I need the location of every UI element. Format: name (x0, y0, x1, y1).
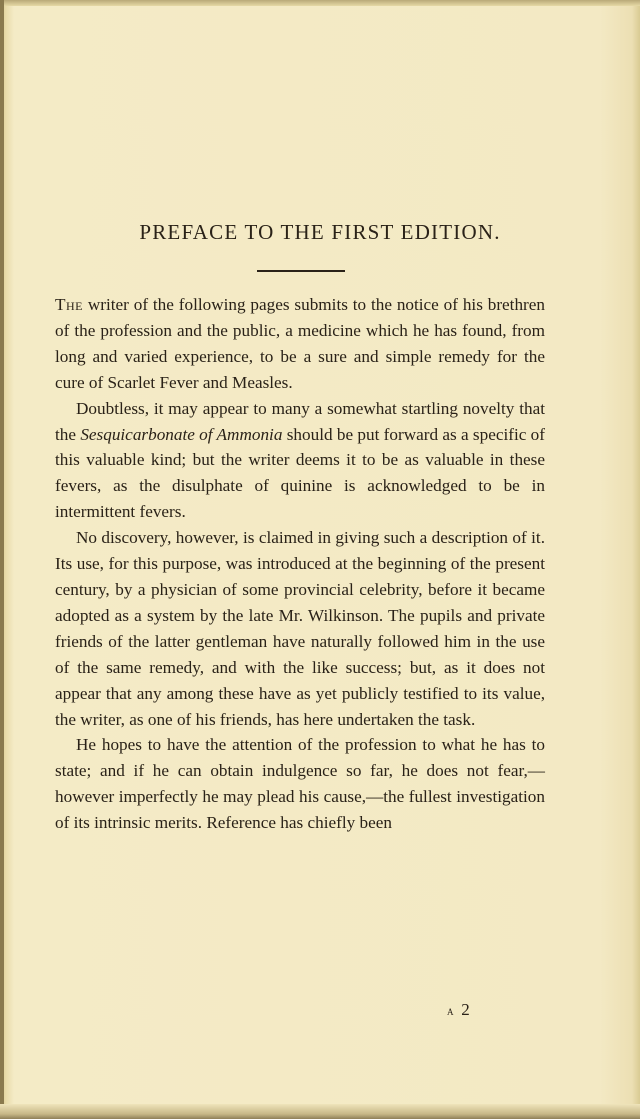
paragraph-4: He hopes to have the attention of the profession to what he has to state; and if he can obtain indulgence so far, he does not fear,—however imperfectly he may plead his cause,—the fullest investigation of its intrinsic merits. Reference has chiefly been (55, 735, 545, 833)
page-top-edge (0, 0, 640, 6)
page-heading: PREFACE TO THE FIRST EDITION. (139, 220, 501, 244)
body-text (55, 292, 545, 836)
paragraph-3: No discovery, however, is claimed in giving such a description of it. Its use, for this purpose, was introduced at the beginning of the present century, by a physician of some provincial celebrity, before it became adopted as a system by the late Mr. Wilkinson. The pupils and private friends of the latter gentleman have naturally followed him in the use of the same remedy, and with the like success; but, as it does not appear that any among these have as yet publicly testified to its value, the writer, as one of his friends, has here undertaken the task. (55, 528, 545, 729)
paragraph-2-text-after: should be put forward as a specific of this valuable kind; but the writer deems it to be as valuable in these fevers, as the disulphate of quinine is acknowledged to be in intermittent fevers. (55, 424, 545, 522)
lead-word: The (55, 295, 83, 314)
paragraph-2 (55, 396, 545, 526)
paragraph-2-italic: Sesquicarbonate of Ammonia (80, 424, 283, 444)
page-left-edge (0, 0, 4, 1119)
signature-letter: a (447, 1003, 454, 1018)
page-bottom-edge (0, 1104, 640, 1119)
paragraph-1 (55, 292, 545, 396)
signature-number: 2 (461, 1000, 473, 1019)
heading-rule (257, 270, 345, 272)
paragraph-2-text-before: Doubtless, it may appear to many a somewhat startling novelty that the (55, 398, 545, 444)
paragraph-1-text: writer of the following pages submits to the notice of his brethren of the profession and the public, a medicine which he has found, from long and varied experience, to be a sure and simple remedy for the cure of Scarlet Fever and Measles. (55, 295, 545, 392)
signature-mark (447, 1000, 473, 1020)
